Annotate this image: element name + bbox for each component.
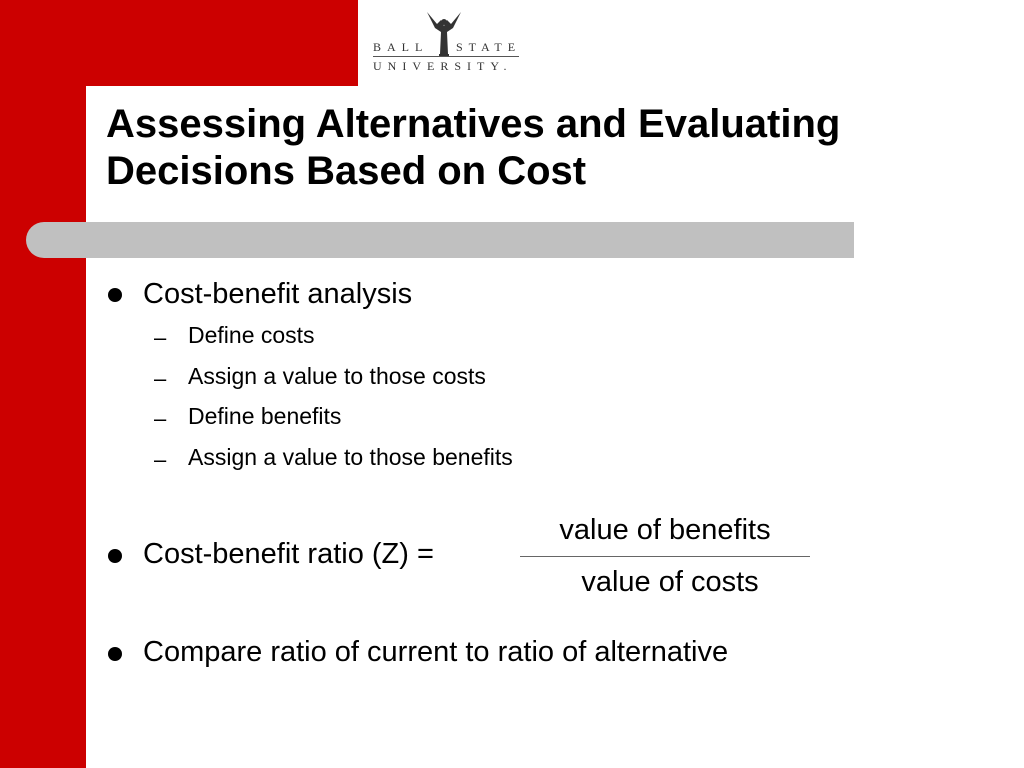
gray-divider-band <box>26 222 854 258</box>
fraction-denominator: value of costs <box>581 566 759 598</box>
slide-title: Assessing Alternatives and Evaluating Decisions Based on Cost <box>106 102 841 193</box>
bullet-compare-ratio: Compare ratio of current to ratio of alternative <box>143 636 729 668</box>
bullet-dot-3 <box>108 647 122 661</box>
university-logo <box>368 8 528 74</box>
bullet-cost-benefit-analysis: Cost-benefit analysis <box>143 278 413 310</box>
sub-bullet-dash-1: – <box>154 325 167 350</box>
sub-bullet-dash-4: – <box>154 447 167 472</box>
bullet-cost-benefit-ratio: Cost-benefit ratio (Z) = <box>143 538 434 570</box>
sub-bullet-dash-3: – <box>154 406 167 431</box>
bullet-dot-2 <box>108 549 122 563</box>
logo-text-state: STATE <box>456 40 522 54</box>
logo-text-university: UNIVERSITY. <box>373 59 513 73</box>
logo-rule <box>373 56 519 57</box>
sub-bullet-define-benefits: Define benefits <box>188 403 342 429</box>
sub-bullet-define-costs: Define costs <box>188 322 315 348</box>
sub-bullet-dash-2: – <box>154 366 167 391</box>
sub-bullet-assign-value-costs: Assign a value to those costs <box>188 363 486 389</box>
left-red-bar <box>0 0 86 768</box>
top-red-block <box>86 0 358 86</box>
fraction-bar <box>520 556 810 557</box>
sub-bullet-assign-value-benefits: Assign a value to those benefits <box>188 444 513 470</box>
logo-text-ball: BALL <box>373 40 429 54</box>
fraction-numerator: value of benefits <box>559 514 771 546</box>
bullet-dot-1 <box>108 288 122 302</box>
